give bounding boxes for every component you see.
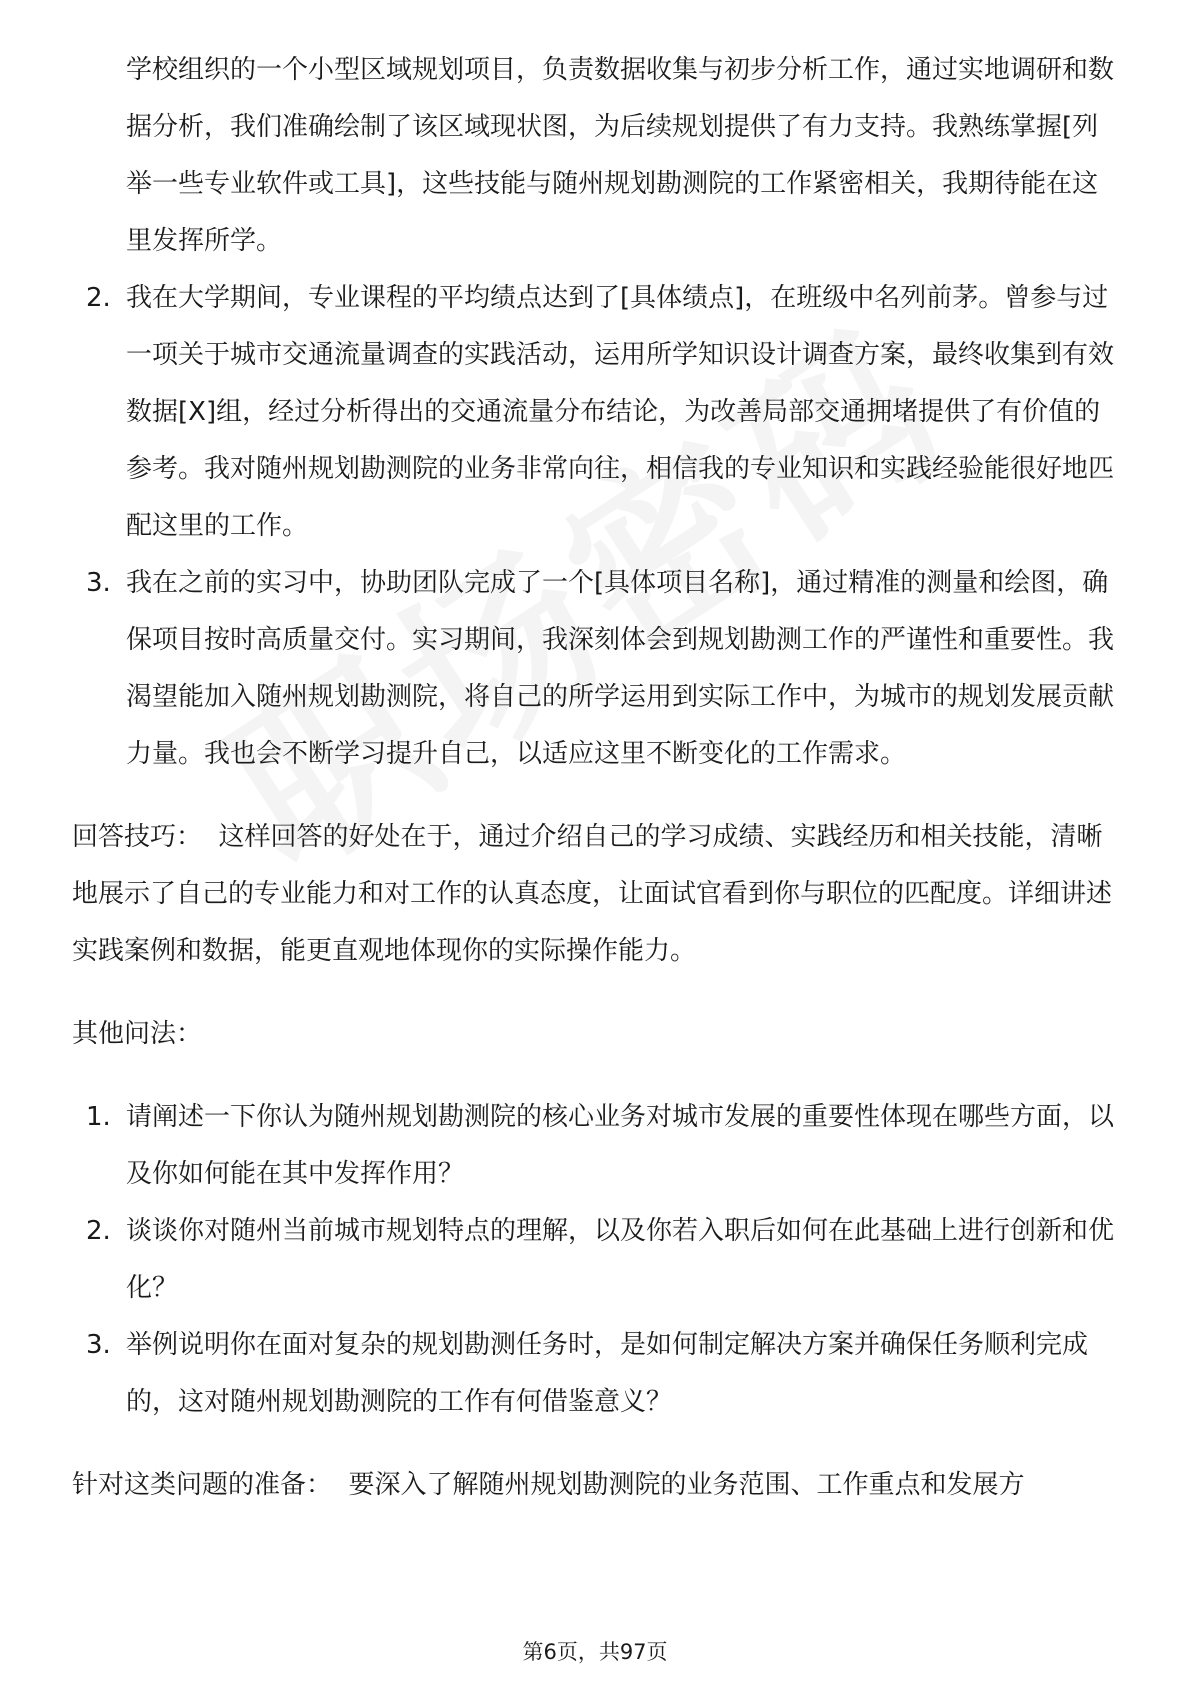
question-item-1 [72, 1089, 1122, 1203]
answer-text: 我在大学期间，专业课程的平均绩点达到了[具体绩点]，在班级中名列前茅。曾参与过一项关于城市交通流量调查的实践活动，运用所学知识设计调查方案，最终收集到有效数据[X]组，经过分析得出的交通流量分布结论，为改善局部交通拥堵提供了有价值的参考。我对随州规划勘测院的业务非常向往，相信我的专业知识和实践经验能很好地匹配这里的工作。 [126, 283, 1115, 541]
tips-text: 这样回答的好处在于，通过介绍自己的学习成绩、实践经历和相关技能，清晰地展示了自己的专业能力和对工作的认真态度，让面试官看到你与职位的匹配度。详细讲述实践案例和数据，能更直观地体现你的实际操作能力。 [72, 822, 1113, 966]
answer-item-2 [72, 270, 1122, 555]
list-number: 2. [86, 283, 111, 313]
other-questions-heading: 其他问法： [72, 1019, 203, 1049]
list-number: 3. [86, 1330, 111, 1360]
answer-list [72, 270, 1122, 783]
tips-paragraph [72, 809, 1122, 980]
preparation-text: 要深入了解随州规划勘测院的业务范围、工作重点和发展方 [348, 1470, 1025, 1500]
question-item-2 [72, 1203, 1122, 1317]
question-text: 请阐述一下你认为随州规划勘测院的核心业务对城市发展的重要性体现在哪些方面，以及你如何能在其中发挥作用？ [126, 1102, 1115, 1189]
question-text: 谈谈你对随州当前城市规划特点的理解，以及你若入职后如何在此基础上进行创新和优化？ [126, 1216, 1115, 1303]
preparation-paragraph [72, 1457, 1122, 1514]
answer-text: 我在之前的实习中，协助团队完成了一个[具体项目名称]，通过精准的测量和绘图，确保项目按时高质量交付。实习期间，我深刻体会到规划勘测工作的严谨性和重要性。我渴望能加入随州规划勘测院，将自己的所学运用到实际工作中，为城市的规划发展贡献力量。我也会不断学习提升自己，以适应这里不断变化的工作需求。 [126, 568, 1115, 769]
page-content [72, 42, 1122, 1514]
question-text: 举例说明你在面对复杂的规划勘测任务时，是如何制定解决方案并确保任务顺利完成的，这对随州规划勘测院的工作有何借鉴意义？ [126, 1330, 1089, 1417]
answer-item-3 [72, 555, 1122, 783]
list-number: 2. [86, 1216, 111, 1246]
tips-label: 回答技巧： [72, 822, 203, 852]
page-number-footer: 第6页，共97页 [522, 1640, 668, 1664]
other-questions-list [72, 1089, 1122, 1431]
list-number: 1. [86, 1102, 111, 1132]
list-number: 3. [86, 568, 111, 598]
answer-1-continuation: 学校组织的一个小型区域规划项目，负责数据收集与初步分析工作，通过实地调研和数据分析，我们准确绘制了该区域现状图，为后续规划提供了有力支持。我熟练掌握[列举一些专业软件或工具]，这些技能与随州规划勘测院的工作紧密相关，我期待能在这里发挥所学。 [126, 55, 1115, 256]
question-item-3 [72, 1317, 1122, 1431]
preparation-label: 针对这类问题的准备： [72, 1470, 333, 1500]
